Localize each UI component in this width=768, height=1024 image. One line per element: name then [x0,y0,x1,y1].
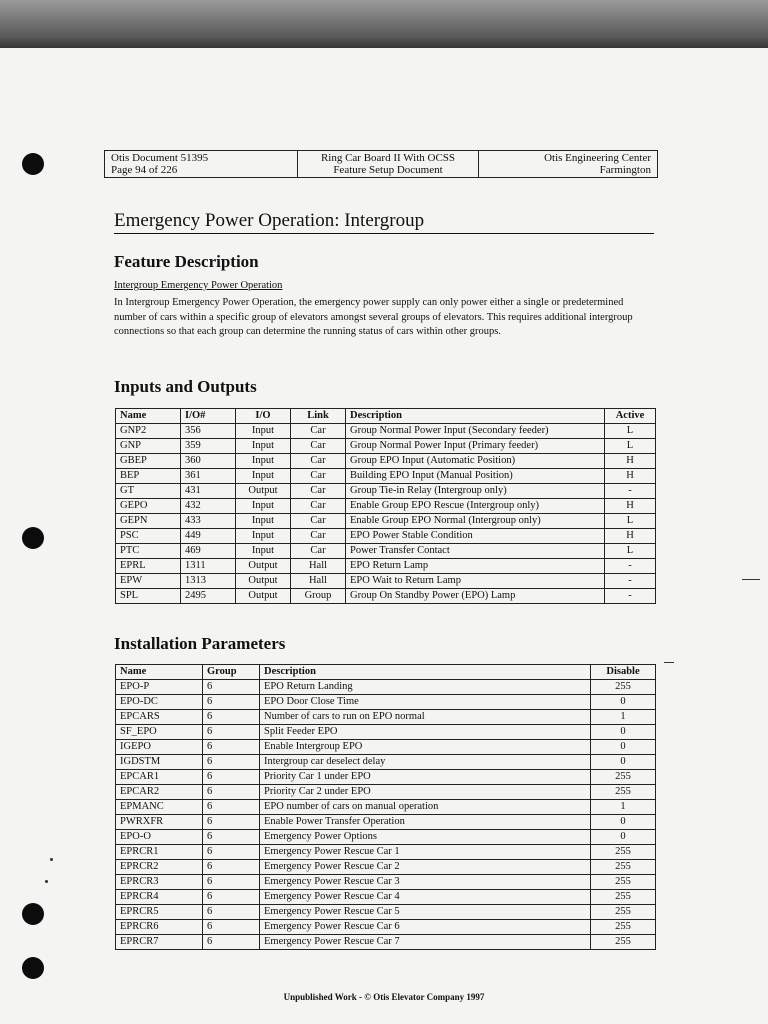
table-cell: 432 [181,499,236,514]
table-cell: Car [291,454,346,469]
table-cell: 361 [181,469,236,484]
table-cell: H [605,529,656,544]
table-cell: H [605,499,656,514]
table-cell: EPRCR4 [116,890,203,905]
table-cell: 1 [591,710,656,725]
page-number: Page 94 of 226 [111,164,178,176]
table-row [116,514,656,529]
table-cell: Input [236,544,291,559]
table-cell: Emergency Power Rescue Car 2 [260,860,591,875]
table-cell: 6 [203,710,260,725]
table-cell: 6 [203,935,260,950]
table-cell: GBEP [116,454,181,469]
table-cell: Emergency Power Rescue Car 3 [260,875,591,890]
table-cell: 255 [591,905,656,920]
table-cell: EPRCR5 [116,905,203,920]
inputs-outputs-heading: Inputs and Outputs [114,377,257,396]
table-cell: BEP [116,469,181,484]
table-cell: Emergency Power Rescue Car 6 [260,920,591,935]
table-row [116,905,656,920]
table-cell: Power Transfer Contact [346,544,605,559]
table-cell: EPW [116,574,181,589]
table-cell: Output [236,559,291,574]
table-cell: EPRCR2 [116,860,203,875]
table-cell: EPRCR1 [116,845,203,860]
table-cell: EPRCR6 [116,920,203,935]
table-cell: 6 [203,860,260,875]
table-cell: Enable Group EPO Rescue (Intergroup only) [346,499,605,514]
table-row [116,710,656,725]
feature-description-body: In Intergroup Emergency Power Operation, the emergency power supply can only power either a single or predetermined number of cars within a specific group of elevators amongst several groups of elevators. This requires additional intergroup connections so that each group can determine the running status of cars within other groups. [114,297,633,337]
table-cell: Input [236,424,291,439]
table-cell: Priority Car 2 under EPO [260,785,591,800]
table-header-row [116,665,656,680]
table-cell: Number of cars to run on EPO normal [260,710,591,725]
table-row [116,454,656,469]
table-row [116,845,656,860]
table-cell: 6 [203,740,260,755]
table-cell: 433 [181,514,236,529]
table-cell: EPO-P [116,680,203,695]
table-cell: Split Feeder EPO [260,725,591,740]
table-cell: Intergroup car deselect delay [260,755,591,770]
table-row [116,529,656,544]
table-cell: GT [116,484,181,499]
table-row [116,680,656,695]
table-cell: Car [291,499,346,514]
table-cell: Emergency Power Options [260,830,591,845]
table-cell: EPO Return Lamp [346,559,605,574]
table-cell: L [605,514,656,529]
column-header: Description [346,409,605,424]
table-cell: 0 [591,725,656,740]
punch-hole [22,153,44,175]
table-cell: Enable Intergroup EPO [260,740,591,755]
table-row [116,935,656,950]
table-row [116,574,656,589]
board-name: Ring Car Board II With OCSS [320,152,456,164]
column-header: Description [260,665,591,680]
table-cell: Priority Car 1 under EPO [260,770,591,785]
table-cell: Car [291,424,346,439]
table-cell: 1313 [181,574,236,589]
table-cell: Input [236,514,291,529]
table-cell: Output [236,484,291,499]
scanner-shadow [0,0,768,52]
table-cell: 360 [181,454,236,469]
table-cell: 255 [591,935,656,950]
document-header [104,150,658,178]
table-cell: Building EPO Input (Manual Position) [346,469,605,484]
table-cell: 449 [181,529,236,544]
installation-parameters-table [115,664,656,950]
table-cell: PTC [116,544,181,559]
table-cell: - [605,484,656,499]
page-title: Emergency Power Operation: Intergroup [114,210,654,234]
table-cell: EPO-DC [116,695,203,710]
table-cell: Car [291,439,346,454]
table-cell: GNP [116,439,181,454]
table-cell: Car [291,484,346,499]
table-cell: GEPN [116,514,181,529]
table-cell: PWRXFR [116,815,203,830]
table-cell: Input [236,439,291,454]
table-cell: 255 [591,875,656,890]
table-cell: 359 [181,439,236,454]
table-row [116,695,656,710]
table-cell: EPO Power Stable Condition [346,529,605,544]
document-origin-cell [479,151,657,177]
table-cell: 0 [591,815,656,830]
copyright-footer: Unpublished Work - © Otis Elevator Company 1997 [283,992,485,1002]
engineering-center: Otis Engineering Center [544,152,651,164]
table-cell: Group Normal Power Input (Primary feeder) [346,439,605,454]
table-cell: EPCARS [116,710,203,725]
margin-mark [742,579,760,580]
table-cell: Group Normal Power Input (Secondary feeder) [346,424,605,439]
table-cell: EPRCR7 [116,935,203,950]
table-cell: L [605,439,656,454]
table-cell: 6 [203,770,260,785]
table-row [116,830,656,845]
table-cell: 6 [203,755,260,770]
table-cell: Group EPO Input (Automatic Position) [346,454,605,469]
table-cell: Emergency Power Rescue Car 4 [260,890,591,905]
table-cell: 6 [203,920,260,935]
installation-parameters-heading: Installation Parameters [114,634,286,653]
margin-mark [50,858,53,861]
table-row [116,800,656,815]
table-cell: - [605,559,656,574]
table-cell: 6 [203,890,260,905]
table-row [116,544,656,559]
table-row [116,499,656,514]
table-cell: EPRCR3 [116,875,203,890]
table-row [116,439,656,454]
table-cell: - [605,589,656,604]
table-cell: Input [236,469,291,484]
table-header-row [116,409,656,424]
table-cell: 469 [181,544,236,559]
table-row [116,755,656,770]
table-row [116,860,656,875]
table-row [116,875,656,890]
table-cell: 6 [203,725,260,740]
document-subject-cell [298,151,479,177]
table-cell: 1 [591,800,656,815]
table-cell: 6 [203,800,260,815]
table-cell: 6 [203,680,260,695]
table-cell: EPRL [116,559,181,574]
table-cell: 6 [203,815,260,830]
table-row [116,920,656,935]
punch-hole [22,957,44,979]
table-cell: EPO number of cars on manual operation [260,800,591,815]
table-cell: 255 [591,920,656,935]
table-cell: 6 [203,845,260,860]
feature-description-subheading: Intergroup Emergency Power Operation [114,280,283,291]
table-cell: Group On Standby Power (EPO) Lamp [346,589,605,604]
table-cell: 431 [181,484,236,499]
column-header: I/O# [181,409,236,424]
table-cell: SF_EPO [116,725,203,740]
location: Farmington [599,164,651,176]
table-cell: Emergency Power Rescue Car 1 [260,845,591,860]
table-cell: - [605,574,656,589]
feature-description-heading: Feature Description [114,252,259,271]
margin-mark [664,662,674,663]
table-cell: Emergency Power Rescue Car 5 [260,905,591,920]
table-cell: 255 [591,860,656,875]
table-cell: 0 [591,740,656,755]
table-row [116,484,656,499]
table-cell: 0 [591,695,656,710]
document-number: Otis Document 51395 [111,152,209,164]
table-cell: EPMANC [116,800,203,815]
document-id-cell [105,151,298,177]
table-cell: Emergency Power Rescue Car 7 [260,935,591,950]
table-cell: 1311 [181,559,236,574]
column-header: Disable [591,665,656,680]
column-header: I/O [236,409,291,424]
table-cell: 255 [591,890,656,905]
table-cell: Car [291,514,346,529]
table-cell: EPCAR2 [116,785,203,800]
inputs-outputs-table [115,408,656,604]
table-cell: Output [236,589,291,604]
table-cell: Enable Power Transfer Operation [260,815,591,830]
table-cell: Input [236,499,291,514]
table-cell: Enable Group EPO Normal (Intergroup only) [346,514,605,529]
column-header: Name [116,665,203,680]
table-cell: H [605,469,656,484]
table-cell: Hall [291,559,346,574]
table-cell: Car [291,469,346,484]
table-cell: GNP2 [116,424,181,439]
table-cell: Input [236,529,291,544]
table-cell: Group [291,589,346,604]
table-row [116,589,656,604]
table-cell: SPL [116,589,181,604]
table-cell: 6 [203,905,260,920]
table-row [116,725,656,740]
table-cell: EPCAR1 [116,770,203,785]
punch-hole [22,527,44,549]
table-cell: PSC [116,529,181,544]
table-cell: GEPO [116,499,181,514]
table-row [116,740,656,755]
table-cell: 6 [203,785,260,800]
table-cell: 0 [591,830,656,845]
table-cell: 255 [591,845,656,860]
column-header: Active [605,409,656,424]
table-cell: 6 [203,875,260,890]
table-row [116,469,656,484]
document-type: Feature Setup Document [333,164,443,176]
table-cell: Car [291,529,346,544]
table-cell: 6 [203,830,260,845]
table-cell: 255 [591,680,656,695]
table-cell: EPO Return Landing [260,680,591,695]
margin-mark [45,880,48,883]
column-header: Group [203,665,260,680]
table-cell: Group Tie-in Relay (Intergroup only) [346,484,605,499]
table-cell: 0 [591,755,656,770]
table-cell: H [605,454,656,469]
table-cell: IGEPO [116,740,203,755]
table-cell: EPO Wait to Return Lamp [346,574,605,589]
table-cell: 255 [591,770,656,785]
column-header: Name [116,409,181,424]
table-row [116,424,656,439]
table-cell: L [605,424,656,439]
table-cell: L [605,544,656,559]
table-cell: 356 [181,424,236,439]
table-cell: Output [236,574,291,589]
table-cell: 255 [591,785,656,800]
table-cell: Car [291,544,346,559]
table-cell: EPO-O [116,830,203,845]
table-cell: IGDSTM [116,755,203,770]
table-cell: EPO Door Close Time [260,695,591,710]
table-cell: 6 [203,695,260,710]
punch-hole [22,903,44,925]
table-row [116,559,656,574]
table-row [116,890,656,905]
table-row [116,770,656,785]
table-cell: 2495 [181,589,236,604]
column-header: Link [291,409,346,424]
table-row [116,785,656,800]
table-cell: Hall [291,574,346,589]
table-row [116,815,656,830]
table-cell: Input [236,454,291,469]
